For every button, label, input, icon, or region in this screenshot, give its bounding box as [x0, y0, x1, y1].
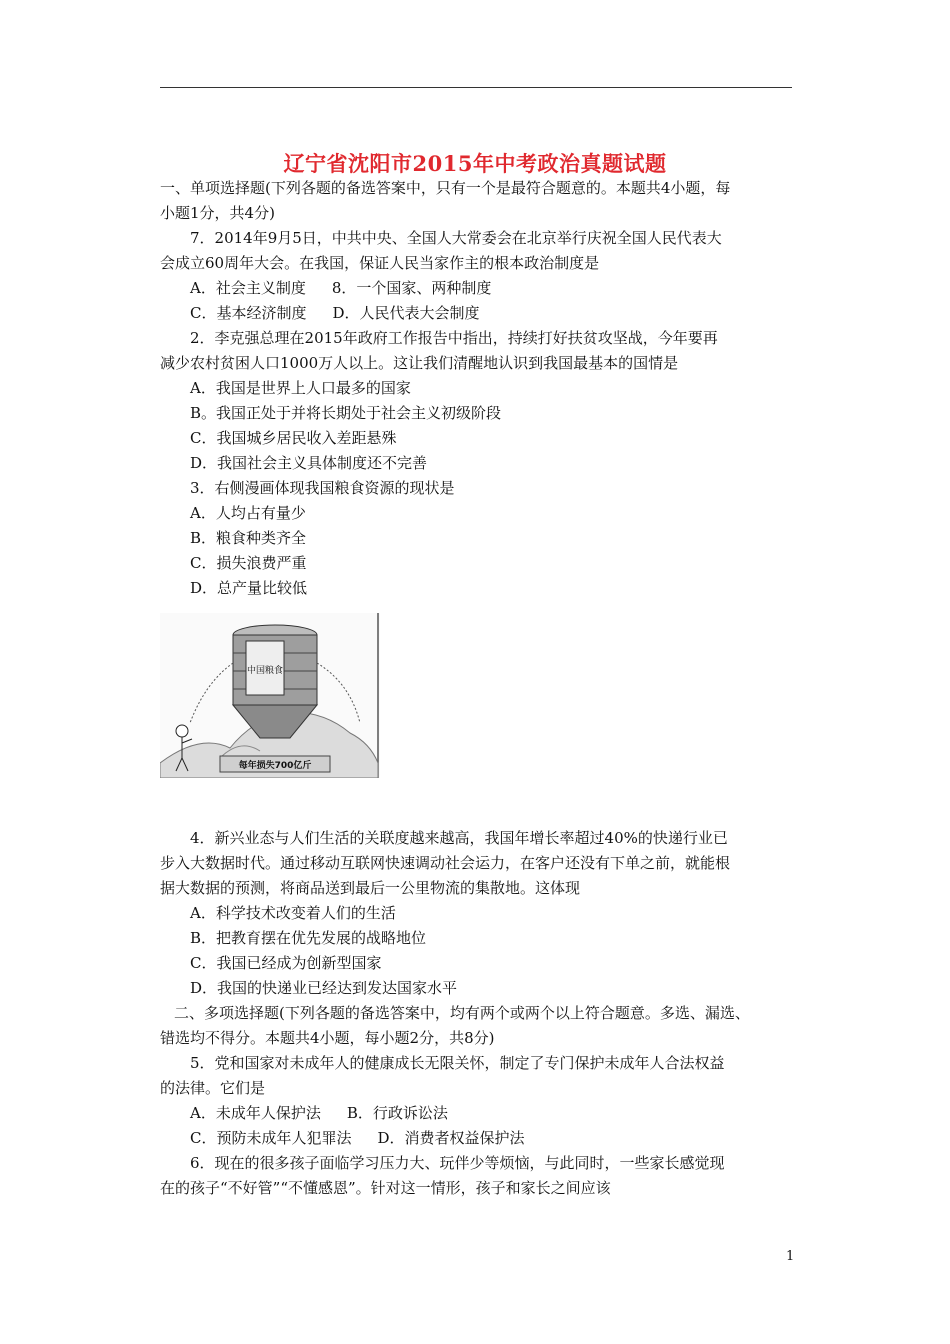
q2-stem-line2: 减少农村贫困人口1000万人以上。这让我们清醒地认识到我国最基本的国情是	[160, 354, 679, 372]
q4-option-b: B．把教育摆在优先发展的战略地位	[190, 929, 427, 947]
q2-option-d: D．我国社会主义具体制度还不完善	[190, 454, 428, 472]
q4-option-d: D．我国的快递业已经达到发达国家水平	[190, 979, 458, 997]
q3-stem: 3．右侧漫画体现我国粮食资源的现状是	[190, 479, 455, 497]
q7-stem-line1: 7．2014年9月5日，中共中央、全国人大常委会在北京举行庆祝全国人民代表大	[190, 229, 722, 247]
q3-option-c: C．损失浪费严重	[190, 554, 307, 572]
q4-stem-line3: 据大数据的预测，将商品送到最后一公里物流的集散地。这体现	[160, 879, 581, 897]
q5-option-b: B．行政诉讼法	[346, 1104, 448, 1122]
q5-options-row1	[190, 1103, 448, 1123]
q5-option-d: D．消费者权益保护法	[377, 1129, 525, 1147]
q5-options-row2	[190, 1128, 525, 1148]
q7-options-row1	[190, 278, 491, 298]
q4-option-a: A．科学技术改变着人们的生活	[190, 904, 396, 922]
q5-stem-line2: 的法律。它们是	[160, 1079, 266, 1097]
section1-heading-line1: 一、单项选择题(下列各题的备选答案中，只有一个是最符合题意的。本题共4小题，每	[160, 179, 731, 197]
q7-option-c: C．基本经济制度	[190, 304, 307, 322]
q4-stem-line1: 4．新兴业态与人们生活的关联度越来越高，我国年增长率超过40%的快递行业已	[190, 829, 728, 847]
q2-stem-line1: 2．李克强总理在2015年政府工作报告中指出，持续打好扶贫攻坚战，今年要再	[190, 329, 718, 347]
section2-heading-line1: 二、多项选择题(下列各题的备选答案中，均有两个或两个以上符合题意。多选、漏选、	[174, 1004, 750, 1022]
q3-option-d: D．总产量比较低	[190, 579, 308, 597]
silo-label: 中国粮食	[246, 666, 284, 676]
section2-heading-line2: 错选均不得分。本题共4小题，每小题2分，共8分)	[160, 1029, 495, 1047]
q4-stem-line2: 步入大数据时代。通过移动互联网快速调动社会运力，在客户还没有下单之前，就能根	[160, 854, 731, 872]
q2-option-a: A．我国是世界上人口最多的国家	[190, 379, 411, 397]
q7-option-b: 8．一个国家、两种制度	[331, 279, 492, 297]
q2-option-c: C．我国城乡居民收入差距悬殊	[190, 429, 397, 447]
page-number: 1	[786, 1249, 795, 1264]
q4-option-c: C．我国已经成为创新型国家	[190, 954, 382, 972]
section1-heading-line2: 小题1分，共4分)	[160, 204, 275, 222]
q6-stem-line1: 6．现在的很多孩子面临学习压力大、玩伴少等烦恼，与此同时，一些家长感觉现	[190, 1154, 725, 1172]
q7-options-row2	[190, 303, 480, 323]
page-title: 辽宁省沈阳市2015年中考政治真题试题	[283, 151, 667, 176]
figure-head	[176, 725, 188, 737]
q3-option-b: B．粮食种类齐全	[190, 529, 307, 547]
q5-option-c: C．预防未成年人犯罪法	[190, 1129, 352, 1147]
header-rule	[160, 87, 792, 88]
q6-stem-line2: 在的孩子“不好管”“不懂感恩”。针对这一情形，孩子和家长之间应该	[160, 1179, 611, 1197]
q7-option-a: A．社会主义制度	[190, 279, 306, 297]
q5-stem-line1: 5．党和国家对未成年人的健康成长无限关怀，制定了专门保护未成年人合法权益	[190, 1054, 725, 1072]
q2-option-b: B。我国正处于并将长期处于社会主义初级阶段	[190, 404, 502, 422]
q7-stem-line2: 会成立60周年大会。在我国，保证人民当家作主的根本政治制度是	[160, 254, 600, 272]
q7-option-d: D．人民代表大会制度	[332, 304, 480, 322]
cartoon-caption: 每年损失700亿斤	[238, 761, 312, 771]
q5-option-a: A．未成年人保护法	[190, 1104, 321, 1122]
grain-silo-cartoon	[160, 613, 380, 778]
q3-option-a: A．人均占有量少	[190, 504, 306, 522]
